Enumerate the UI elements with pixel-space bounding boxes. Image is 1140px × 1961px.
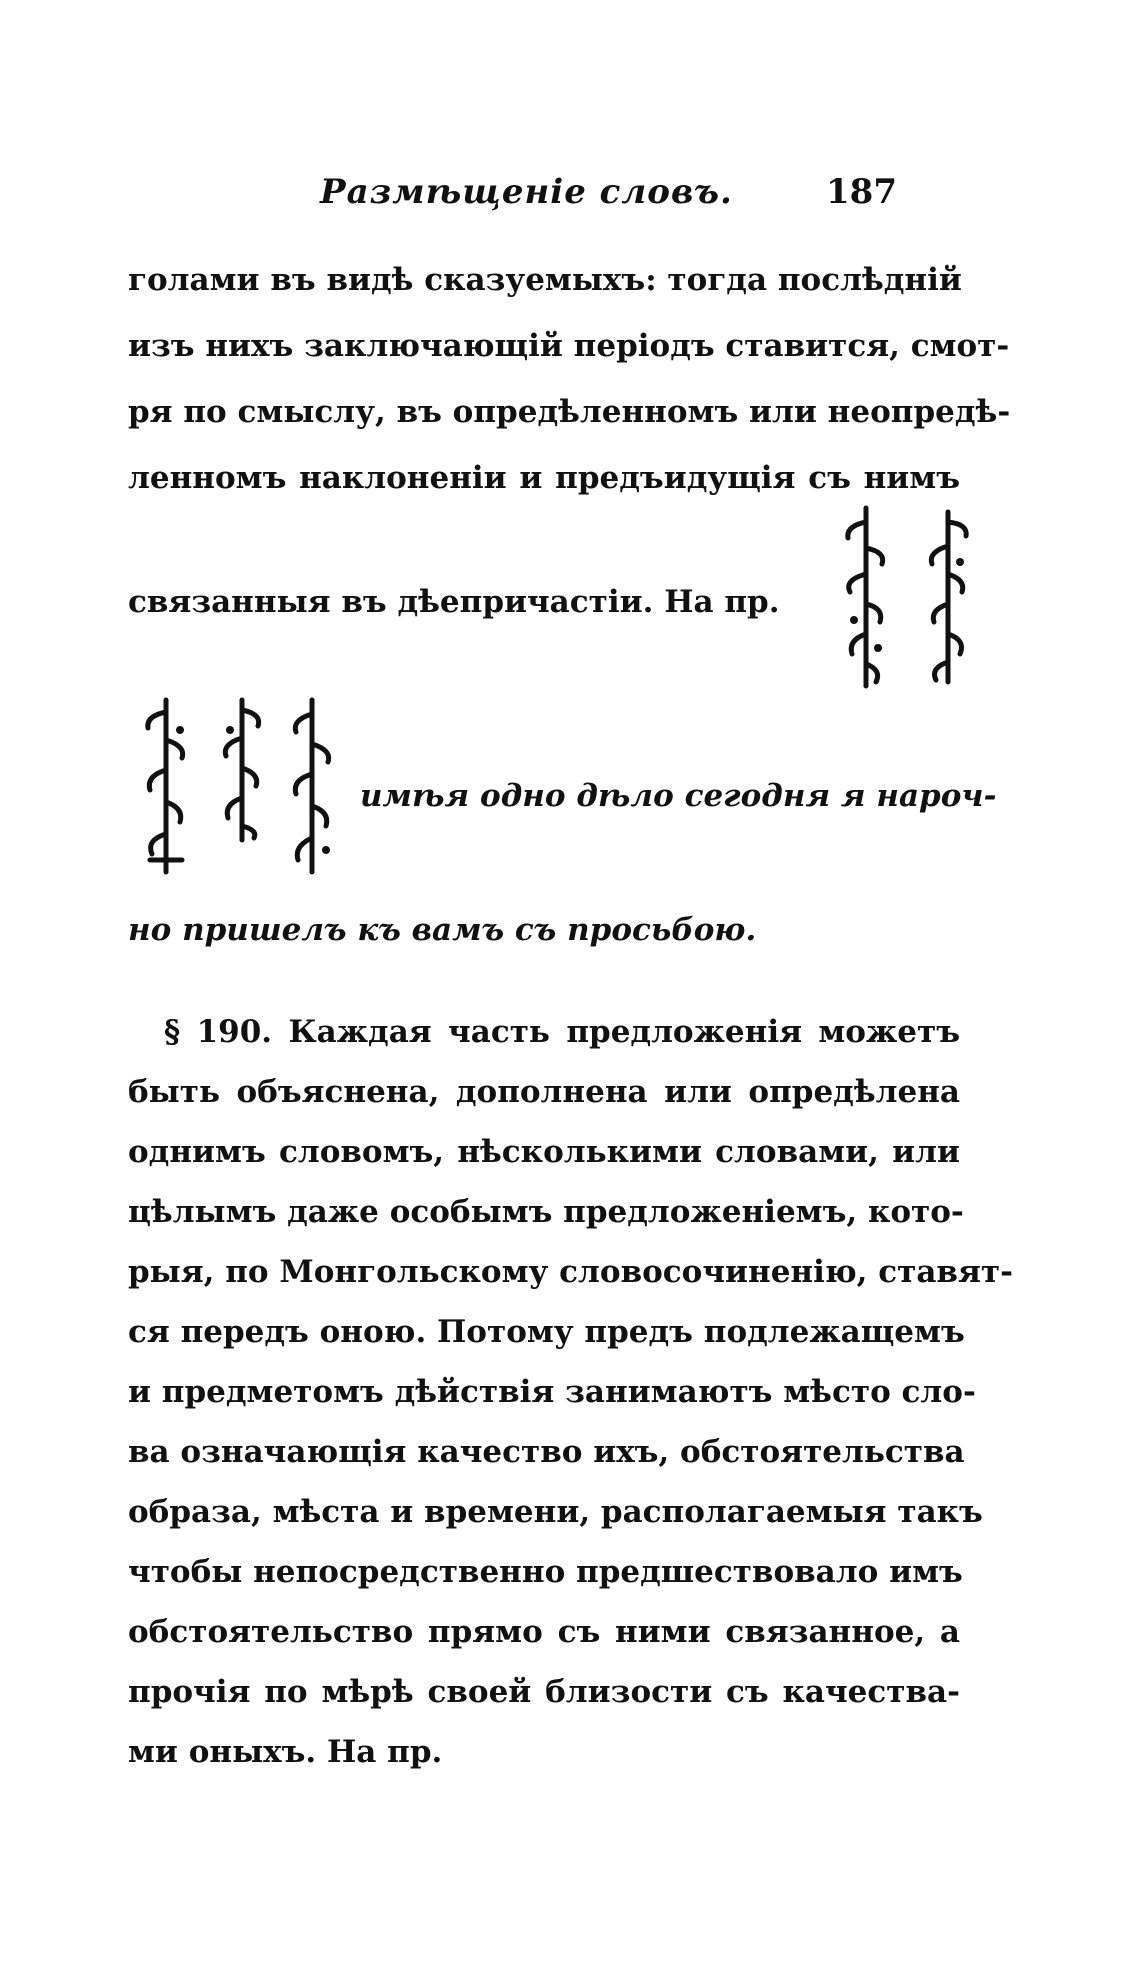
paragraph-2-line: цѣлымъ даже особымъ предложеніемъ, кото- <box>128 1194 964 1230</box>
paragraph-2-line: однимъ словомъ, нѣсколькими словами, или <box>128 1134 960 1170</box>
running-title: Размѣщеніе словъ. <box>320 172 733 212</box>
paragraph-2-line: обстоятельство прямо съ ними связанное, а <box>128 1614 960 1650</box>
paragraph-1-line: связанныя въ дѣепричастіи. На пр. <box>128 584 780 620</box>
mongolian-script-image <box>214 700 270 840</box>
paragraph-1-line: голами въ видѣ сказуемыхъ: тогда послѣдній <box>128 262 962 298</box>
paragraph-2-line: ся передъ оною. Потому предъ подлежащемъ <box>128 1314 965 1350</box>
mongolian-script-image <box>920 512 976 682</box>
paragraph-2-line: образа, мѣста и времени, располагаемыя такъ <box>128 1494 983 1530</box>
paragraph-1-line: ря по смыслу, въ опредѣленномъ или неопредѣ- <box>128 394 1011 430</box>
example-translation-line-2: но пришелъ къ вамъ съ просьбою. <box>128 912 757 948</box>
paragraph-2-line: § 190. Каждая часть предложенія можетъ <box>164 1014 960 1050</box>
paragraph-2-line: быть объяснена, дополнена или опредѣлена <box>128 1074 960 1110</box>
paragraph-2-line: рыя, по Монгольскому словосочиненію, ставят- <box>128 1254 1013 1290</box>
paragraph-2-line: ва означающія качество ихъ, обстоятельства <box>128 1434 965 1470</box>
paragraph-2-line: чтобы непосредственно предшествовало имъ <box>128 1554 963 1590</box>
mongolian-script-image <box>138 700 194 872</box>
mongolian-script-image <box>284 700 340 872</box>
paragraph-2-line: прочія по мѣрѣ своей близости съ качества- <box>128 1674 960 1710</box>
mongolian-script-image <box>838 508 894 686</box>
page-number: 187 <box>826 172 897 212</box>
paragraph-2-line: и предметомъ дѣйствія занимаютъ мѣсто сло- <box>128 1374 976 1410</box>
paragraph-1-line: изъ нихъ заключающій періодъ ставится, смот- <box>128 328 1010 364</box>
paragraph-2-line: ми оныхъ. На пр. <box>128 1734 443 1770</box>
paragraph-1-line: ленномъ наклоненіи и предъидущія съ нимъ <box>128 460 960 496</box>
example-translation-line-1: имѣя одно дѣло сегодня я нароч- <box>360 778 997 814</box>
